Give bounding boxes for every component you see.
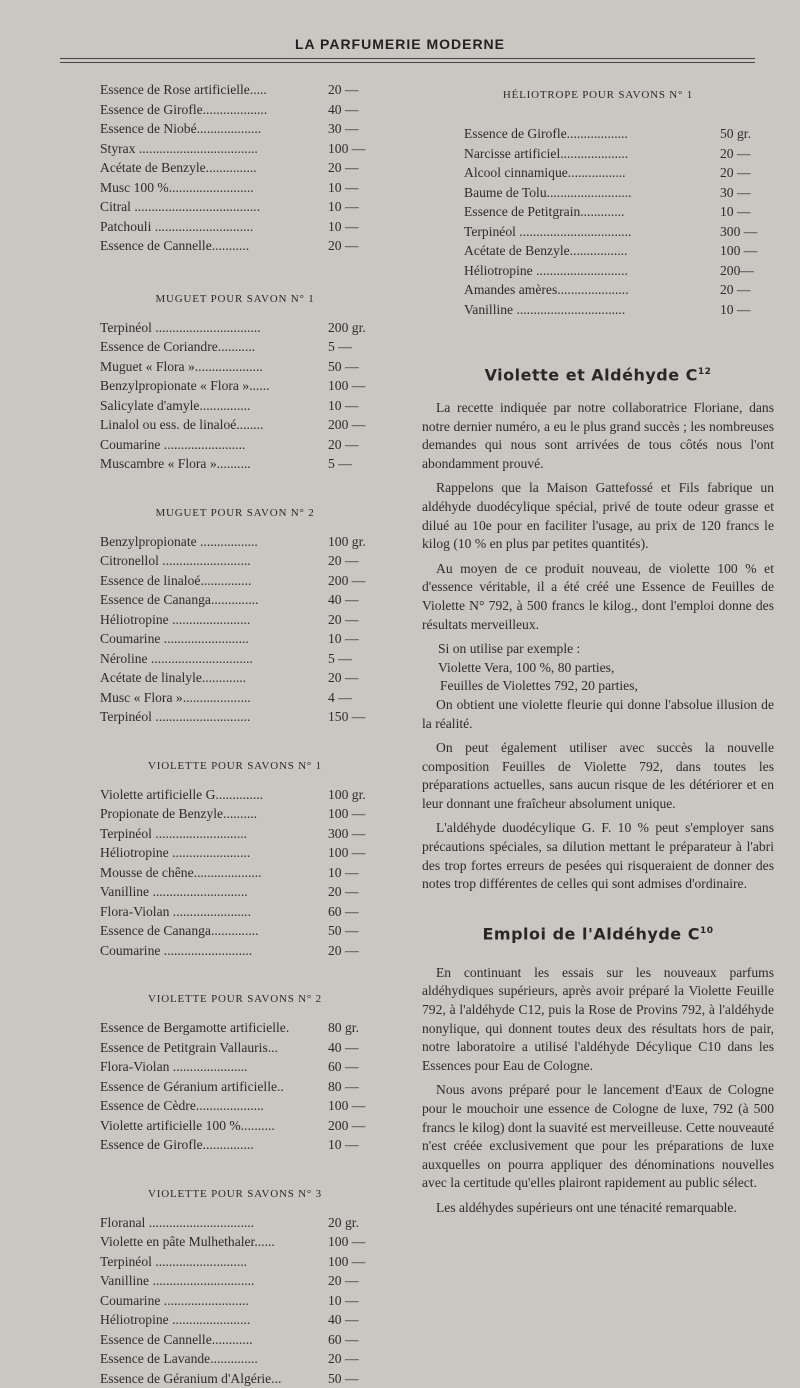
ingredient-quantity: 80 —: [328, 1077, 370, 1097]
section-title: VIOLETTE POUR SAVONS N° 3: [100, 1185, 370, 1203]
ingredient-quantity: 80 gr.: [328, 1018, 370, 1038]
recipe-row: [100, 551, 370, 571]
ingredient-quantity: 20 —: [328, 1271, 370, 1291]
ingredient-quantity: 20 —: [328, 1349, 370, 1369]
recipe-row: [100, 1291, 370, 1311]
recipe-row: [100, 843, 370, 863]
ingredient-name: Essence de Géranium artificielle..: [100, 1077, 284, 1097]
ingredient-name: Vanilline ................................: [464, 300, 625, 320]
paragraph: Les aldéhydes supérieurs ont une ténacité remarquable.: [422, 1199, 774, 1218]
recipe-row: [100, 824, 370, 844]
ingredient-name: Patchouli .............................: [100, 217, 253, 237]
recipe-list: [100, 532, 370, 727]
recipe-row: [100, 863, 370, 883]
recipe-list: [100, 318, 370, 474]
paragraph: La recette indiquée par notre collaboratrice Floriane, dans notre dernier numéro, a eu le plus grand succès ; les nombreuses demandes qui nous sont arrivées de tous côtés nous l'ont abondamment prouvé.: [422, 399, 774, 473]
ingredient-name: Essence de Girofle...............: [100, 1135, 254, 1155]
ingredient-name: Essence de linaloé...............: [100, 571, 251, 591]
recipe-row: [100, 80, 370, 100]
recipe-list: [100, 1213, 370, 1388]
recipe-row: [100, 707, 370, 727]
recipe-row: [100, 1116, 370, 1136]
recipe-row: [100, 941, 370, 961]
ingredient-quantity: 40 —: [328, 590, 370, 610]
ingredient-name: Violette en pâte Mulhethaler......: [100, 1232, 275, 1252]
ingredient-name: Essence de Bergamotte artificielle.: [100, 1018, 289, 1038]
ingredient-name: Flora-Violan .......................: [100, 902, 251, 922]
ingredient-name: Essence de Rose artificielle.....: [100, 80, 267, 100]
ingredient-quantity: 100 —: [328, 376, 370, 396]
ingredient-quantity: 40 —: [328, 1038, 370, 1058]
ingredient-name: Amandes amères.....................: [464, 280, 629, 300]
ingredient-name: Coumarine .........................: [100, 629, 249, 649]
ingredient-quantity: 20 —: [328, 610, 370, 630]
ingredient-name: Violette artificielle 100 %..........: [100, 1116, 275, 1136]
right-column: [422, 80, 774, 1224]
ingredient-quantity: 50 —: [328, 921, 370, 941]
section-title: VIOLETTE POUR SAVONS N° 1: [100, 757, 370, 775]
recipe-row: [100, 158, 370, 178]
section-title: MUGUET POUR SAVON N° 1: [100, 290, 370, 308]
ingredient-quantity: 40 —: [328, 100, 370, 120]
recipe-row: [100, 318, 370, 338]
recipe-list: [100, 785, 370, 961]
ingredient-name: Héliotropine ...........................: [464, 261, 628, 281]
ingredient-quantity: 40 —: [328, 1310, 370, 1330]
ingredient-name: Narcisse artificiel....................: [464, 144, 628, 164]
recipe-row: [464, 261, 764, 281]
recipe-row: [464, 300, 764, 320]
ingredient-name: Acétate de linalyle.............: [100, 668, 246, 688]
recipe-row: [100, 1349, 370, 1369]
ingredient-name: Mousse de chêne....................: [100, 863, 262, 883]
recipe-sections: [100, 290, 370, 1388]
recipe-row: [100, 921, 370, 941]
recipe-row: [100, 629, 370, 649]
ingredient-quantity: 20 —: [328, 236, 370, 256]
paragraph: On obtient une violette fleurie qui donne l'absolue illusion de la réalité.: [422, 696, 774, 733]
ingredient-quantity: 20 —: [328, 668, 370, 688]
ingredient-quantity: 20 —: [328, 435, 370, 455]
recipe-section: [100, 504, 370, 727]
ingredient-name: Coumarine .........................: [100, 1291, 249, 1311]
example-line: Violette Vera, 100 %, 80 parties,: [422, 659, 774, 678]
recipe-row: [100, 1252, 370, 1272]
ingredient-name: Alcool cinnamique.................: [464, 163, 626, 183]
left-column: [100, 80, 370, 1388]
ingredient-name: Acétate de Benzyle.................: [464, 241, 627, 261]
ingredient-name: Néroline ..............................: [100, 649, 253, 669]
recipe-row: [100, 1330, 370, 1350]
recipe-row: [464, 183, 764, 203]
recipe-row: [100, 1213, 370, 1233]
ingredient-quantity: 50 —: [328, 357, 370, 377]
recipe-row: [100, 804, 370, 824]
recipe-row: [100, 376, 370, 396]
ingredient-quantity: 20 gr.: [328, 1213, 370, 1233]
ingredient-name: Vanilline ..............................: [100, 1271, 254, 1291]
recipe-row: [464, 163, 764, 183]
ingredient-quantity: 60 —: [328, 902, 370, 922]
ingredient-quantity: 60 —: [328, 1057, 370, 1077]
ingredient-name: Héliotropine .......................: [100, 843, 250, 863]
ingredient-name: Essence de Girofle..................: [464, 124, 628, 144]
ingredient-quantity: 20 —: [328, 941, 370, 961]
section-title: MUGUET POUR SAVON N° 2: [100, 504, 370, 522]
aldehyde-heading: Emploi de l'Aldéhyde $C^{10}$: [422, 916, 774, 946]
recipe-row: [100, 532, 370, 552]
violette-article: [422, 399, 774, 894]
recipe-row: [100, 435, 370, 455]
ingredient-quantity: 10 —: [328, 178, 370, 198]
ingredient-quantity: 20 —: [720, 163, 764, 183]
section-title: VIOLETTE POUR SAVONS N° 2: [100, 990, 370, 1008]
recipe-row: [464, 202, 764, 222]
ingredient-name: Essence de Cannelle...........: [100, 236, 249, 256]
ingredient-name: Essence de Girofle...................: [100, 100, 267, 120]
recipe-row: [100, 236, 370, 256]
recipe-section: [100, 290, 370, 474]
recipe-row: [100, 610, 370, 630]
ingredient-name: Salicylate d'amyle...............: [100, 396, 250, 416]
ingredient-quantity: 50 gr.: [720, 124, 764, 144]
recipe-row: [464, 124, 764, 144]
heliotrope-title: HÉLIOTROPE POUR SAVONS N° 1: [422, 86, 774, 104]
recipe-row: [100, 902, 370, 922]
ingredient-name: Essence de Petitgrain Vallauris...: [100, 1038, 278, 1058]
ingredient-quantity: 10 —: [328, 1135, 370, 1155]
recipe-row: [100, 1038, 370, 1058]
ingredient-name: Acétate de Benzyle...............: [100, 158, 257, 178]
ingredient-name: Vanilline ............................: [100, 882, 248, 902]
ingredient-quantity: 10 —: [328, 629, 370, 649]
recipe-row: [100, 1369, 370, 1388]
recipe-row: [100, 1135, 370, 1155]
ingredient-quantity: 100 —: [328, 804, 370, 824]
ingredient-quantity: 200 —: [328, 571, 370, 591]
ingredient-quantity: 10 —: [328, 863, 370, 883]
recipe-row: [100, 100, 370, 120]
recipe-row: [100, 415, 370, 435]
recipe-row: [100, 337, 370, 357]
example-intro: Si on utilise par exemple :: [422, 640, 774, 659]
ingredient-quantity: 100 —: [328, 843, 370, 863]
ingredient-name: Essence de Cananga..............: [100, 590, 259, 610]
recipe-row: [464, 144, 764, 164]
ingredient-name: Floranal ...............................: [100, 1213, 254, 1233]
ingredient-quantity: 10 —: [328, 217, 370, 237]
ingredient-quantity: 300 —: [720, 222, 764, 242]
ingredient-name: Terpinéol ...........................: [100, 1252, 247, 1272]
running-title: LA PARFUMERIE MODERNE: [0, 36, 800, 52]
ingredient-name: Benzylpropionate .................: [100, 532, 258, 552]
ingredient-quantity: 50 —: [328, 1369, 370, 1388]
example-line: Feuilles de Violettes 792, 20 parties,: [422, 677, 774, 696]
recipe-row: [100, 119, 370, 139]
ingredient-quantity: 200 —: [328, 415, 370, 435]
recipe-row: [100, 785, 370, 805]
ingredient-name: Essence de Coriandre...........: [100, 337, 255, 357]
ingredient-name: Essence de Cèdre....................: [100, 1096, 264, 1116]
ingredient-quantity: 100 —: [328, 1096, 370, 1116]
ingredient-name: Violette artificielle G..............: [100, 785, 263, 805]
recipe-row: [100, 1096, 370, 1116]
recipe-row: [100, 178, 370, 198]
ingredient-quantity: 200 gr.: [328, 318, 370, 338]
ingredient-name: Musc 100 %.........................: [100, 178, 254, 198]
recipe-row: [100, 396, 370, 416]
header-rule-thin: [60, 62, 755, 63]
ingredient-name: Muscambre « Flora »..........: [100, 454, 251, 474]
ingredient-name: Styrax ...................................: [100, 139, 258, 159]
ingredient-quantity: 100 gr.: [328, 785, 370, 805]
ingredient-quantity: 5 —: [328, 337, 370, 357]
ingredient-quantity: 5 —: [328, 454, 370, 474]
recipe-row: [100, 590, 370, 610]
ingredient-quantity: 200—: [720, 261, 764, 281]
ingredient-quantity: 100 —: [328, 1252, 370, 1272]
paragraph: Au moyen de ce produit nouveau, de violette 100 % et d'essence véritable, il a été créé une Essence de Feuilles de Violette N° 792, à 500 francs le kilog., dont l'emploi donne des résultats merveilleux.: [422, 560, 774, 634]
paragraph: En continuant les essais sur les nouveaux parfums aldéhydiques supérieurs, après avoir préparé la Violette Feuille 792, à l'aldéhyde C12, puis la Rose de Provins 792, à l'aldéhyde nonylique, qui donnent toutes deux des résultats hors de pair, notre laboratoire a utilisé l'aldéhyde Décylique C10 dans les Essences pour Eau de Cologne.: [422, 964, 774, 1076]
ingredient-name: Coumarine ..........................: [100, 941, 252, 961]
ingredient-name: Essence de Cananga..............: [100, 921, 259, 941]
ingredient-quantity: 20 —: [328, 551, 370, 571]
ingredient-quantity: 10 —: [720, 300, 764, 320]
recipe-row: [100, 217, 370, 237]
ingredient-name: Citral .....................................: [100, 197, 260, 217]
recipe-row: [100, 668, 370, 688]
paragraph: Nous avons préparé pour le lancement d'Eaux de Cologne pour le mouchoir une essence de Cologne de luxe, 792 (à 500 francs le kilog) dont la suavité est merveilleuse. Cette nouveauté n'est créée exclusivement que pour les préparations de luxe auxquelles on pourra appliquer des dénominations nouvelles avec la certitude qu'elles plairont rapidement au public sélect.: [422, 1081, 774, 1193]
recipe-list: [100, 1018, 370, 1155]
header-rule: [60, 58, 755, 59]
ingredient-quantity: 20 —: [328, 882, 370, 902]
ingredient-name: Terpinéol ...............................: [100, 318, 261, 338]
recipe-row: [100, 1271, 370, 1291]
ingredient-name: Muguet « Flora »....................: [100, 357, 263, 377]
ingredient-quantity: 60 —: [328, 1330, 370, 1350]
ingredient-name: Flora-Violan ......................: [100, 1057, 248, 1077]
paragraph: Rappelons que la Maison Gattefossé et Fils fabrique un aldéhyde duodécylique spécial, privé de toute odeur grasse et dilué au 10e pour en faciliter l'usage, au prix de 120 francs le kilog (10 % en plus par petites quantités).: [422, 479, 774, 553]
recipe-row: [100, 357, 370, 377]
recipe-row: [100, 649, 370, 669]
heliotrope-recipe-list: [464, 124, 764, 319]
ingredient-name: Terpinéol ...........................: [100, 824, 247, 844]
ingredient-quantity: 100 —: [720, 241, 764, 261]
recipe-row: [100, 1232, 370, 1252]
recipe-row: [464, 280, 764, 300]
ingredient-quantity: 20 —: [328, 80, 370, 100]
ingredient-name: Terpinéol .................................: [464, 222, 631, 242]
recipe-row: [100, 1310, 370, 1330]
ingredient-name: Héliotropine .......................: [100, 1310, 250, 1330]
ingredient-quantity: 20 —: [720, 144, 764, 164]
recipe-row: [100, 1057, 370, 1077]
recipe-row: [100, 1018, 370, 1038]
violette-heading: Violette et Aldéhyde $C^{12}$: [422, 357, 774, 387]
ingredient-quantity: 100 —: [328, 139, 370, 159]
recipe-row: [100, 571, 370, 591]
recipe-row: [100, 197, 370, 217]
ingredient-quantity: 20 —: [720, 280, 764, 300]
recipe-row: [100, 1077, 370, 1097]
ingredient-name: Héliotropine .......................: [100, 610, 250, 630]
ingredient-name: Essence de Petitgrain.............: [464, 202, 624, 222]
ingredient-name: Essence de Niobé...................: [100, 119, 261, 139]
ingredient-quantity: 5 —: [328, 649, 370, 669]
ingredient-quantity: 20 —: [328, 158, 370, 178]
ingredient-name: Essence de Lavande..............: [100, 1349, 258, 1369]
recipe-row: [464, 222, 764, 242]
ingredient-quantity: 100 —: [328, 1232, 370, 1252]
ingredient-quantity: 10 —: [720, 202, 764, 222]
recipe-section: [100, 1185, 370, 1388]
recipe-row: [100, 454, 370, 474]
ingredient-name: Terpinéol ............................: [100, 707, 250, 727]
ingredient-quantity: 200 —: [328, 1116, 370, 1136]
paragraph: On peut également utiliser avec succès la nouvelle composition Feuilles de Violette 792, dans toutes les préparations actuelles, sans aucun risque de les détériorer et en leur donnant une fraîcheur absolument unique.: [422, 739, 774, 813]
ingredient-quantity: 30 —: [328, 119, 370, 139]
ingredient-name: Essence de Cannelle............: [100, 1330, 253, 1350]
ingredient-quantity: 4 —: [328, 688, 370, 708]
ingredient-quantity: 300 —: [328, 824, 370, 844]
paragraph: L'aldéhyde duodécylique G. F. 10 % peut s'employer sans précautions spéciales, sa dilution mettant le préparateur à l'abri des trop fortes erreurs de pesées qui risqueraient de donner des notes trop différentes de celles qui sont admises d'ordinaire.: [422, 819, 774, 893]
ingredient-name: Musc « Flora »....................: [100, 688, 251, 708]
recipe-row: [100, 882, 370, 902]
recipe-row: [100, 139, 370, 159]
ingredient-quantity: 10 —: [328, 1291, 370, 1311]
ingredient-name: Linalol ou ess. de linaloé........: [100, 415, 263, 435]
ingredient-name: Essence de Géranium d'Algérie...: [100, 1369, 281, 1388]
ingredient-name: Benzylpropionate « Flora »......: [100, 376, 270, 396]
ingredient-quantity: 10 —: [328, 396, 370, 416]
recipe-row: [100, 688, 370, 708]
ingredient-quantity: 30 —: [720, 183, 764, 203]
recipe-section: [100, 990, 370, 1155]
ingredient-quantity: 10 —: [328, 197, 370, 217]
recipe-section: [100, 757, 370, 961]
ingredient-quantity: 150 —: [328, 707, 370, 727]
ingredient-name: Citronellol ..........................: [100, 551, 251, 571]
rose-recipe-list: [100, 80, 370, 256]
ingredient-name: Coumarine ........................: [100, 435, 245, 455]
ingredient-name: Propionate de Benzyle..........: [100, 804, 257, 824]
ingredient-name: Baume de Tolu.........................: [464, 183, 632, 203]
recipe-row: [464, 241, 764, 261]
aldehyde-article: [422, 964, 774, 1218]
ingredient-quantity: 100 gr.: [328, 532, 370, 552]
